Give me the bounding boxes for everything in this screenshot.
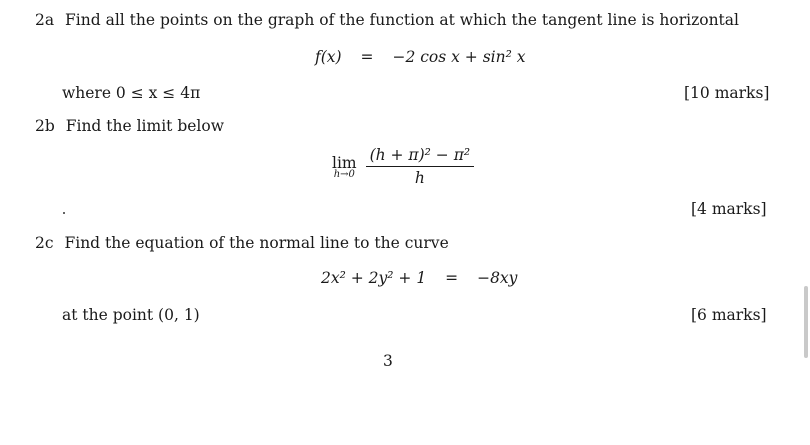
question-2c-point: at the point (0, 1)	[62, 306, 200, 324]
question-2c-prompt: Find the equation of the normal line to the curve	[64, 234, 449, 252]
stray-dot	[63, 212, 65, 214]
question-2a-equation	[315, 48, 525, 66]
equals-sign: =	[360, 48, 374, 66]
question-2a-heading	[35, 11, 739, 29]
limit-word: lim	[332, 153, 357, 172]
question-2b-prompt: Find the limit below	[65, 117, 224, 135]
limit-fraction	[366, 146, 475, 187]
limit-operator	[332, 154, 357, 180]
question-2b-marks: [4 marks]	[691, 200, 767, 218]
equation-lhs: f(x)	[315, 48, 342, 66]
question-2c-label: 2c	[35, 234, 54, 252]
question-2c-equation	[321, 269, 517, 287]
question-2b-label: 2b	[35, 117, 55, 135]
limit-subscript: h→0	[333, 168, 355, 180]
question-2a-marks: [10 marks]	[684, 84, 770, 102]
question-2c-heading	[35, 234, 449, 252]
equation-rhs: −2 cos x + sin² x	[392, 48, 526, 66]
equation-rhs: −8xy	[477, 269, 518, 287]
question-2a-prompt: Find all the points on the graph of the function at which the tangent line is horizontal	[65, 11, 739, 29]
question-2c-marks: [6 marks]	[691, 306, 767, 324]
question-2b-heading	[35, 117, 224, 135]
equals-sign: =	[445, 269, 459, 287]
question-2b-limit-expression	[332, 146, 474, 187]
question-2a-label: 2a	[35, 11, 55, 29]
equation-lhs: 2x² + 2y² + 1	[321, 269, 427, 287]
scrollbar-thumb[interactable]	[804, 286, 808, 358]
vertical-scrollbar[interactable]	[802, 0, 810, 445]
question-2a-condition: where 0 ≤ x ≤ 4π	[62, 84, 201, 102]
fraction-denominator: h	[414, 169, 425, 187]
page-number: 3	[383, 352, 393, 370]
fraction-numerator: (h + π)² − π²	[366, 146, 475, 167]
